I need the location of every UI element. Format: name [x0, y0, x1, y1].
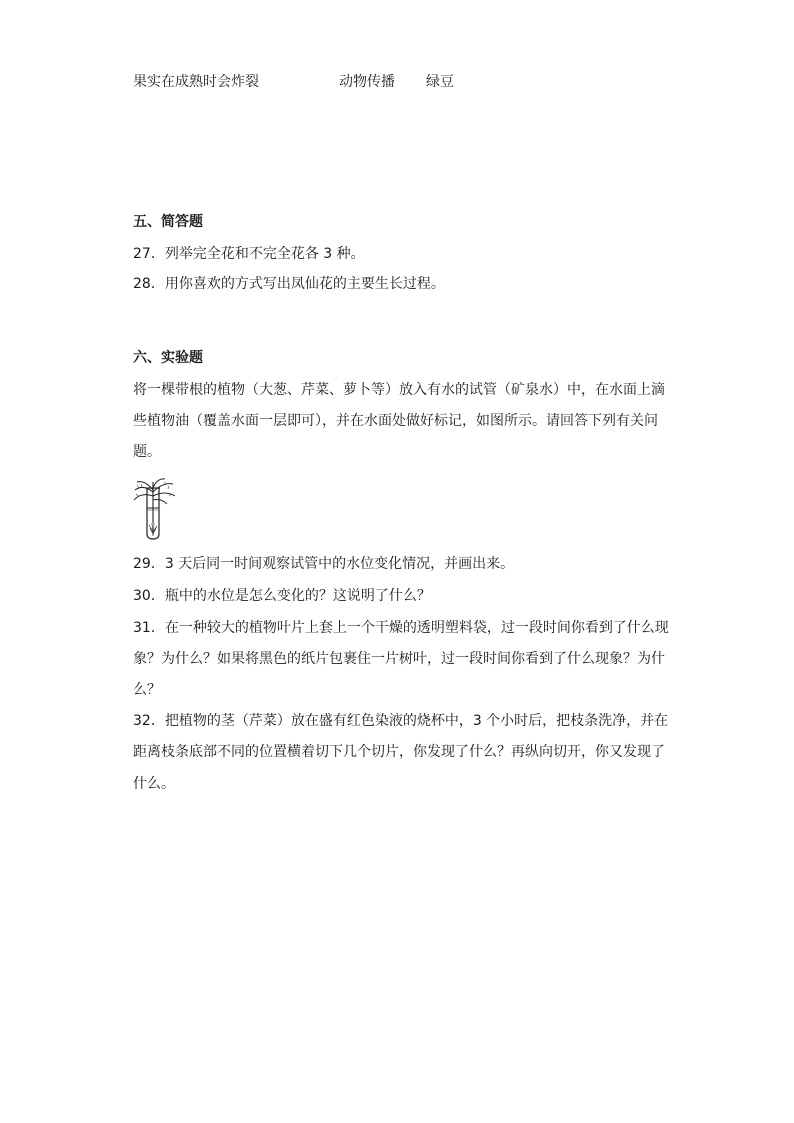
question-31-line-3: 么？: [133, 682, 161, 698]
question-30: 30．瓶中的水位是怎么变化的？这说明了什么？: [133, 588, 431, 604]
question-31-line-1: 31．在一种较大的植物叶片上套上一个干燥的透明塑料袋，过一段时间你看到了什么现: [133, 620, 669, 636]
answer-options-row: [133, 72, 633, 92]
experiment-intro-line-2: 些植物油（覆盖水面一层即可），并在水面处做好标记，如图所示。请回答下列有关问: [133, 413, 658, 429]
question-32-line-1: 32．把植物的茎（芹菜）放在盛有红色染液的烧杯中，3 个小时后，把枝条洗净，并在: [133, 713, 669, 729]
option-animal-dispersal: 动物传播: [339, 74, 395, 90]
test-tube-plant-icon: [133, 478, 177, 540]
experiment-intro-line-3: 题。: [133, 444, 161, 460]
question-28: 28．用你喜欢的方式写出凤仙花的主要生长过程。: [133, 276, 445, 292]
option-fruit-bursts: 果实在成熟时会炸裂: [133, 74, 259, 90]
section-6-heading: 六、实验题: [133, 350, 203, 366]
question-32-line-2: 距离枝条底部不同的位置横着切下几个切片，你发现了什么？再纵向切开，你又发现了: [133, 744, 665, 760]
option-mung-bean: 绿豆: [426, 74, 454, 90]
section-5-heading: 五、简答题: [133, 214, 203, 230]
question-32-line-3: 什么。: [133, 776, 175, 792]
experiment-intro-line-1: 将一棵带根的植物（大葱、芹菜、萝卜等）放入有水的试管（矿泉水）中，在水面上滴: [133, 382, 665, 398]
question-27: 27．列举完全花和不完全花各 3 种。: [133, 246, 365, 262]
question-31-line-2: 象？为什么？如果将黑色的纸片包裹住一片树叶，过一段时间你看到了什么现象？为什: [133, 651, 665, 667]
question-29: 29．3 天后同一时间观察试管中的水位变化情况，并画出来。: [133, 556, 515, 572]
